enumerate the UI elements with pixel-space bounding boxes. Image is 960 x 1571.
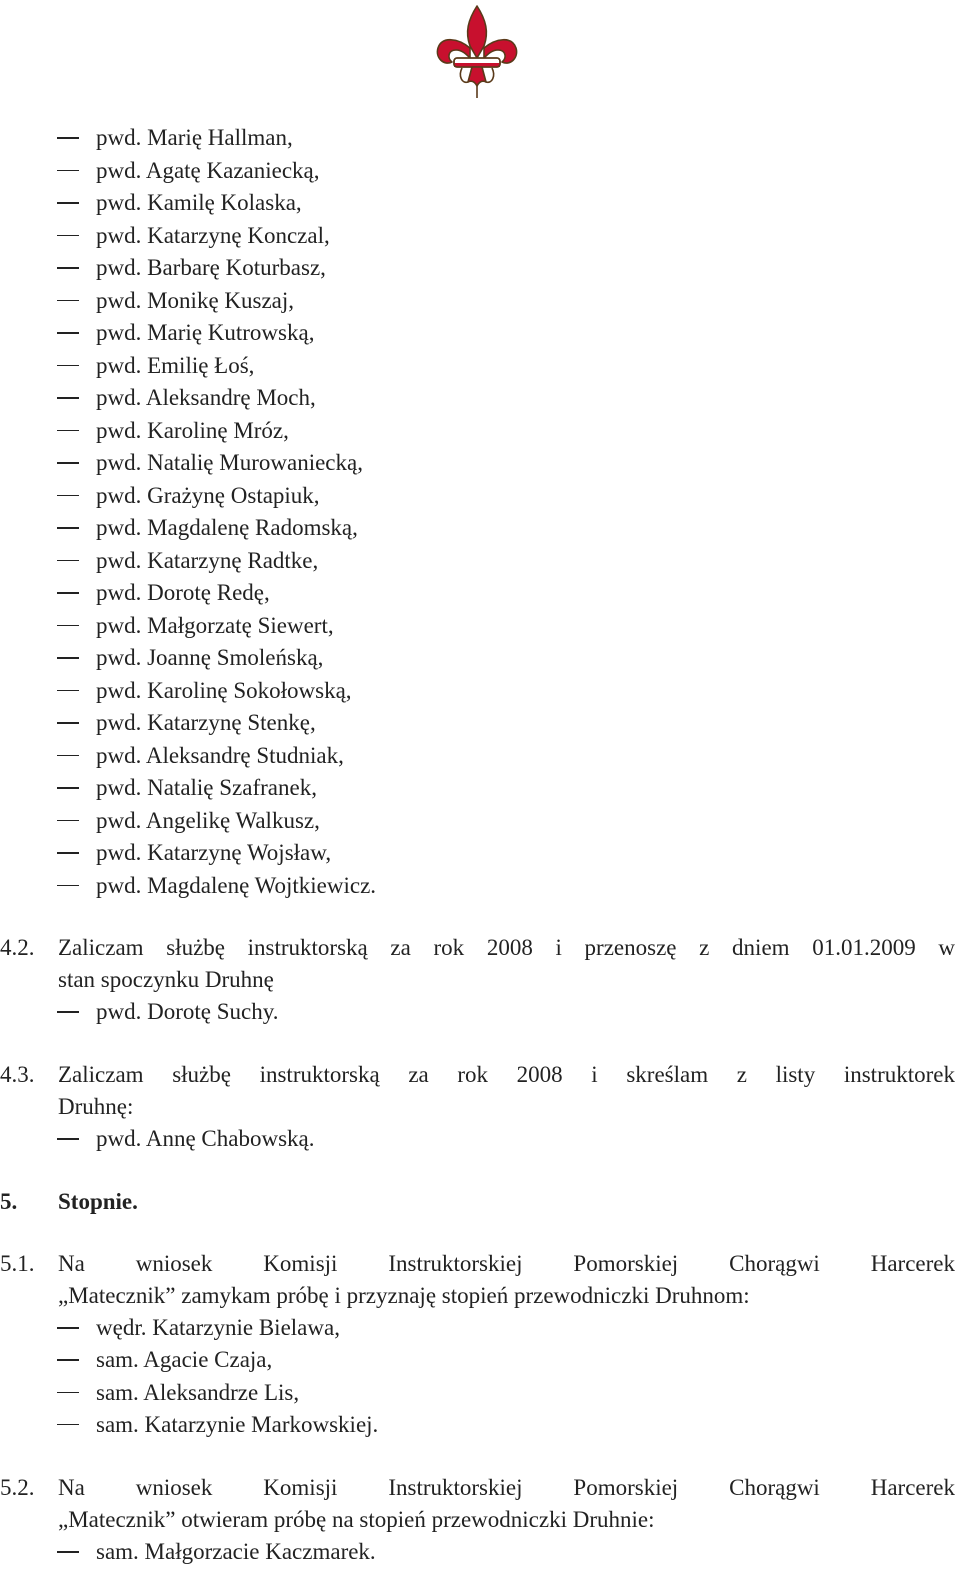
dash-bullet: [57, 462, 79, 464]
dash-bullet: [57, 592, 79, 594]
paragraph-line: Na wniosek Komisji Instruktorskiej Pomorskiej Chorągwi Harcerek: [58, 1475, 955, 1500]
dash-bullet: [57, 365, 79, 367]
section-number: 4.3.: [0, 1062, 35, 1087]
dash-bullet: [57, 527, 79, 529]
dash-bullet: [57, 235, 79, 237]
dash-bullet: [57, 397, 79, 399]
paragraph-line: Druhnę:: [58, 1094, 134, 1119]
section-number: 5.: [0, 1189, 18, 1214]
paragraph-line: stan spoczynku Druhnę: [58, 967, 274, 992]
dash-bullet: [57, 1424, 79, 1426]
section-number: 5.2.: [0, 1475, 35, 1500]
dash-bullet: [57, 787, 79, 789]
section-title: Stopnie.: [58, 1189, 138, 1214]
paragraph-line: Na wniosek Komisji Instruktorskiej Pomorskiej Chorągwi Harcerek: [58, 1251, 955, 1276]
dash-bullet: [57, 657, 79, 659]
dash-bullet: [57, 820, 79, 822]
dash-bullet: [57, 560, 79, 562]
dash-bullet: [57, 300, 79, 302]
dash-bullet: [57, 1392, 79, 1394]
dash-bullet: [57, 755, 79, 757]
dash-bullet: [57, 852, 79, 854]
dash-bullet: [57, 722, 79, 724]
paragraph-line: „Matecznik” otwieram próbę na stopień przewodniczki Druhnie:: [58, 1507, 655, 1532]
fleur-de-lis-icon: [432, 2, 522, 102]
section-number: 5.1.: [0, 1251, 35, 1276]
dash-bullet: [57, 170, 79, 172]
dash-bullet: [57, 495, 79, 497]
paragraph-line: Zaliczam służbę instruktorską za rok 2008 i przenoszę z dniem 01.01.2009 w: [58, 935, 955, 960]
paragraph-line: Zaliczam służbę instruktorską za rok 2008 i skreślam z listy instruktorek: [58, 1062, 955, 1087]
dash-bullet: [57, 885, 79, 887]
dash-bullet: [57, 625, 79, 627]
dash-bullet: [57, 1138, 79, 1140]
dash-bullet: [57, 1551, 79, 1553]
section-number: 4.2.: [0, 935, 35, 960]
dash-bullet: [57, 1011, 79, 1013]
dash-bullet: [57, 690, 79, 692]
dash-bullet: [57, 332, 79, 334]
dash-bullet: [57, 137, 79, 139]
dash-bullet: [57, 430, 79, 432]
dash-bullet: [57, 1327, 79, 1329]
dash-bullet: [57, 267, 79, 269]
paragraph-line: „Matecznik” zamykam próbę i przyznaję stopień przewodniczki Druhnom:: [58, 1283, 750, 1308]
dash-bullet: [57, 1359, 79, 1361]
dash-bullet: [57, 202, 79, 204]
